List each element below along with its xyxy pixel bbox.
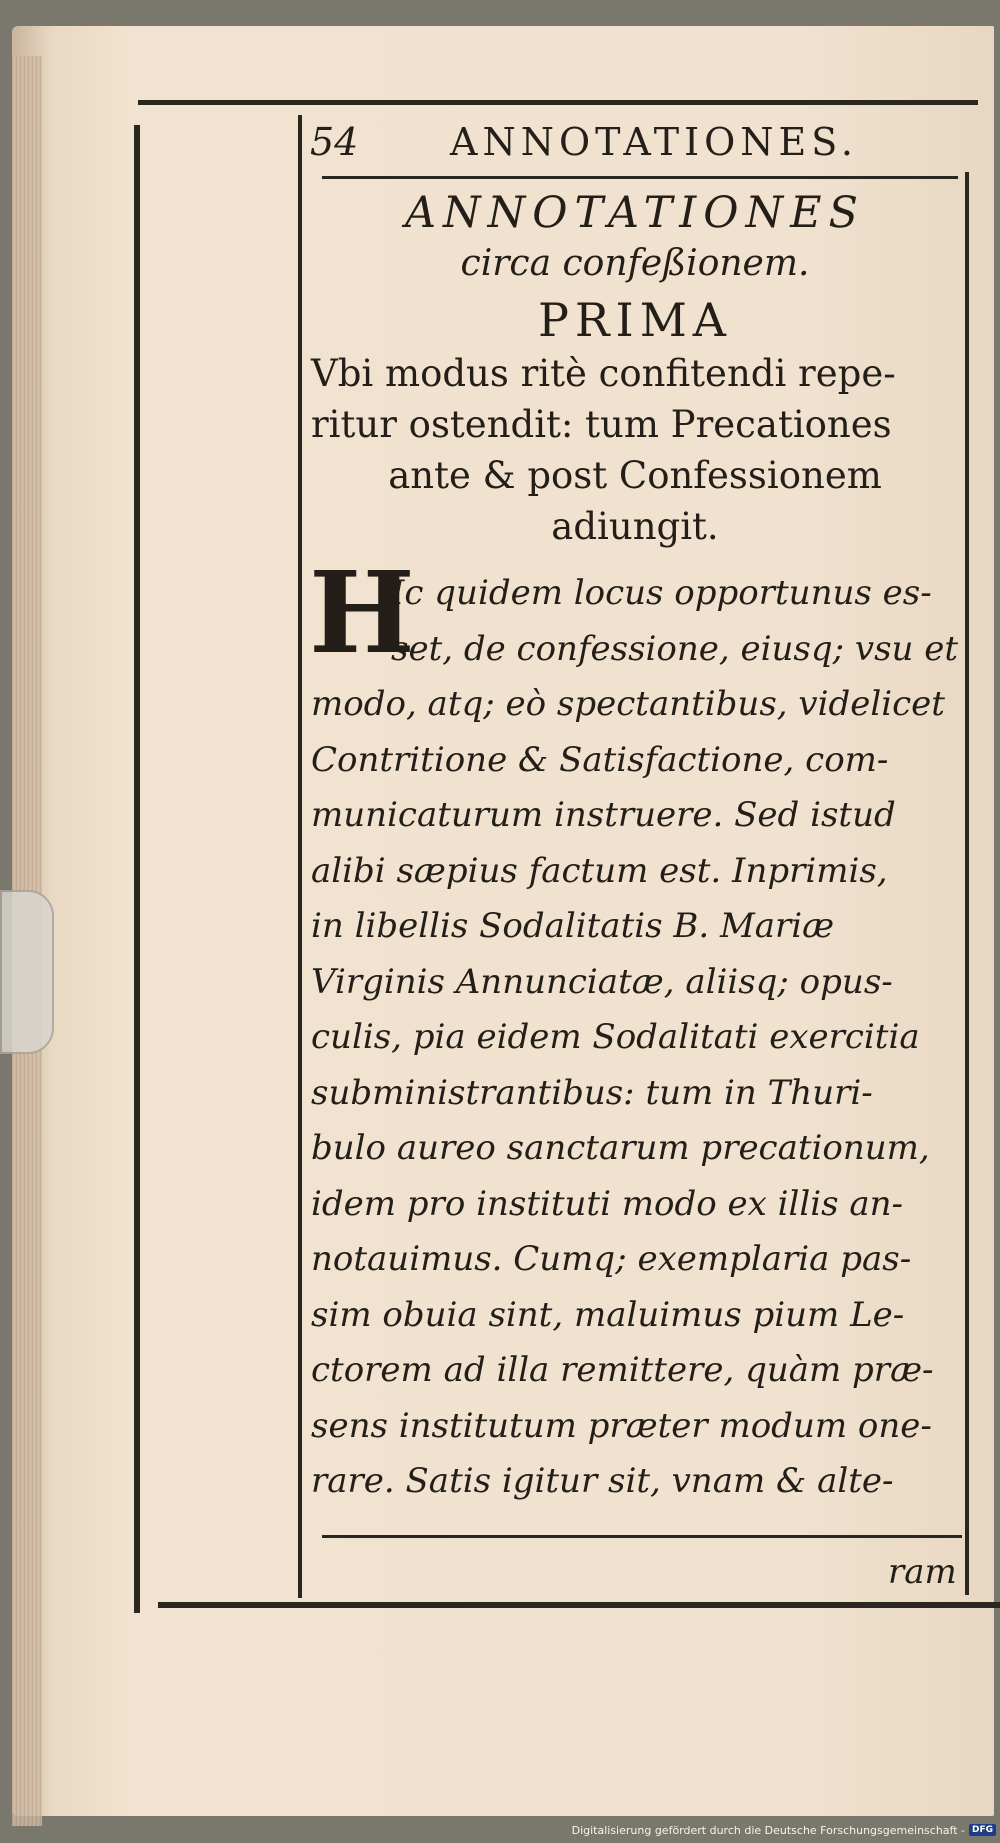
body-line: alibi sæpius factum est. Inprimis,: [311, 850, 888, 891]
body-line: modo, atq; eò spectantibus, videlicet: [311, 684, 945, 724]
body-line: ctorem ad illa remittere, quàm præ-: [311, 1350, 934, 1390]
heading-main: ANNOTATIONES: [405, 188, 865, 238]
text-bottom-rule: [322, 1535, 962, 1538]
heading-sub: circa confeßionem.: [460, 243, 810, 284]
body-line: rare. Satis igitur sit, vnam & alte-: [311, 1461, 894, 1501]
body-line: Contritione & Satisfactione, com-: [311, 739, 889, 780]
drop-initial: H: [309, 548, 415, 679]
text-column-rule-right: [965, 172, 969, 1595]
running-title: ANNOTATIONES.: [450, 120, 858, 164]
body-line: culis, pia eidem Sodalitati exercitia: [311, 1017, 920, 1057]
summary-line: adiungit.: [551, 505, 719, 548]
dfg-logo: DFG: [969, 1824, 996, 1836]
body-line: in libellis Sodalitatis B. Mariæ: [311, 906, 835, 946]
summary-line: ante & post Confessionem: [388, 454, 882, 497]
running-header: [310, 116, 960, 166]
frame-rule-top: [138, 100, 978, 105]
body-line: sim obuia sint, maluimus pium Le-: [311, 1294, 905, 1335]
body-line: Ic quidem locus opportunus es-: [391, 573, 932, 613]
body-line: municaturum instruere. Sed istud: [311, 795, 896, 835]
digitization-footer: [572, 1819, 996, 1841]
heading-prima: PRIMA: [537, 293, 733, 347]
footer-text: Digitalisierung gefördert durch die Deutsche Forschungsgemeinschaft -: [571, 1823, 965, 1837]
body-line: sens institutum præter modum one-: [311, 1405, 932, 1446]
body-line: notauimus. Cumq; exemplaria pas-: [311, 1239, 912, 1279]
chapter-summary: [305, 348, 965, 552]
paper-tab: [0, 890, 54, 1054]
text-column-rule-left: [298, 115, 302, 1598]
frame-rule-left: [134, 125, 140, 1613]
frame-rule-bottom: [158, 1602, 1000, 1608]
body-line: idem pro instituti modo ex illis an-: [311, 1183, 904, 1224]
body-line: Virginis Annunciatæ, aliisq; opus-: [311, 961, 893, 1002]
body-paragraph: [305, 548, 965, 1510]
catchword: ram: [888, 1552, 957, 1592]
body-line: set, de confessione, eiusq; vsu et: [391, 628, 959, 669]
summary-line: Vbi modus ritè confitendi repe-: [311, 352, 896, 395]
summary-line: ritur ostendit: tum Precationes: [311, 403, 892, 446]
text-block: [305, 186, 965, 1510]
page-number: 54: [310, 120, 359, 164]
body-line: bulo aureo sanctarum precationum,: [311, 1128, 930, 1168]
header-underline: [322, 176, 958, 179]
body-line: subministrantibus: tum in Thuri-: [311, 1072, 873, 1113]
